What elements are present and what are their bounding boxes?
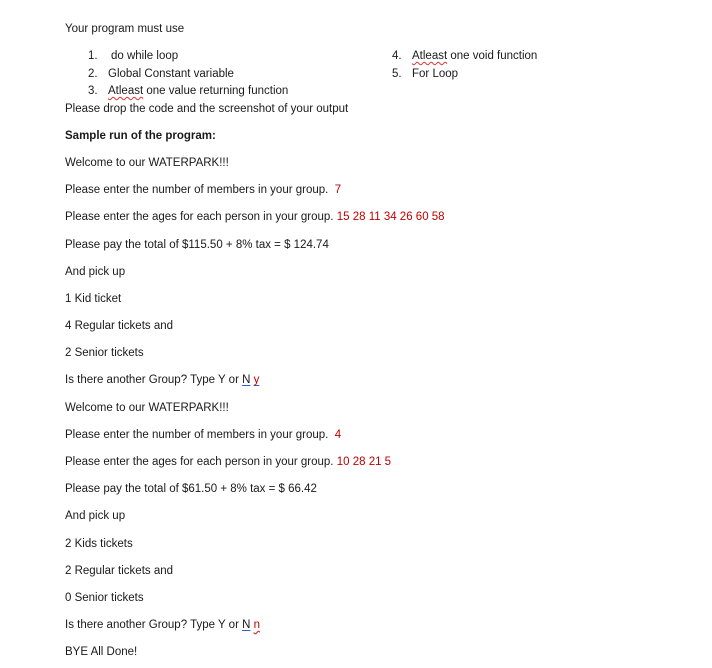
- ages-value: 10 28 21 5: [336, 456, 392, 468]
- requirement-text: do while loop: [111, 50, 179, 62]
- requirement-text: Global Constant variable: [108, 68, 234, 80]
- bye-line: BYE All Done!: [65, 646, 138, 658]
- misspelled-word: Atleast: [108, 85, 144, 97]
- requirement-text: one void function: [447, 50, 538, 62]
- regular-ticket-line: 4 Regular tickets and: [65, 320, 174, 332]
- requirement-number: 1.: [88, 50, 98, 62]
- another-group-prompt: Is there another Group? Type Y or: [65, 619, 243, 631]
- another-group-line: [65, 618, 260, 632]
- another-group-line: [65, 373, 259, 387]
- pickup-line: And pick up: [65, 266, 126, 278]
- requirement-number: 5.: [392, 68, 402, 80]
- members-value: 7: [334, 184, 342, 196]
- welcome-line: Welcome to our WATERPARK!!!: [65, 157, 229, 169]
- requirement-item: [88, 49, 178, 63]
- members-prompt: Please enter the number of members in your group.: [65, 429, 329, 441]
- requirement-item: [88, 67, 234, 81]
- requirement-item: [392, 49, 537, 63]
- instruction-text: Please drop the code and the screenshot of your output: [65, 103, 349, 115]
- n-option: N: [242, 619, 251, 631]
- pickup-line: And pick up: [65, 510, 126, 522]
- answer-value: n: [253, 619, 261, 631]
- senior-ticket-line: 2 Senior tickets: [65, 347, 144, 359]
- ages-value: 15 28 11 34 26 60 58: [336, 211, 445, 223]
- members-value: 4: [334, 429, 342, 441]
- requirement-number: 3.: [88, 85, 98, 97]
- sample-heading: Sample run of the program:: [65, 130, 216, 142]
- another-group-prompt: Is there another Group? Type Y or: [65, 374, 243, 386]
- pay-line: Please pay the total of $115.50 + 8% tax = $ 124.74: [65, 239, 329, 251]
- senior-ticket-line: 0 Senior tickets: [65, 592, 144, 604]
- ages-prompt: Please enter the ages for each person in your group.: [65, 211, 334, 223]
- kid-ticket-line: 1 Kid ticket: [65, 293, 122, 305]
- answer-value: y: [253, 374, 260, 386]
- welcome-line: Welcome to our WATERPARK!!!: [65, 402, 229, 414]
- requirement-item: [392, 67, 458, 81]
- members-line: [65, 183, 341, 197]
- requirement-text: one value returning function: [143, 85, 289, 97]
- intro-text: Your program must use: [65, 23, 185, 35]
- ages-prompt: Please enter the ages for each person in your group.: [65, 456, 334, 468]
- ages-line: [65, 210, 445, 224]
- requirement-number: 4.: [392, 50, 402, 62]
- members-prompt: Please enter the number of members in your group.: [65, 184, 329, 196]
- misspelled-word: Atleast: [412, 50, 448, 62]
- requirement-item: [88, 84, 288, 98]
- pay-line: Please pay the total of $61.50 + 8% tax = $ 66.42: [65, 483, 317, 495]
- requirement-text: For Loop: [412, 68, 459, 80]
- ages-line: [65, 455, 391, 469]
- regular-ticket-line: 2 Regular tickets and: [65, 565, 174, 577]
- requirement-number: 2.: [88, 68, 98, 80]
- kid-ticket-line: 2 Kids tickets: [65, 538, 133, 550]
- members-line: [65, 428, 341, 442]
- n-option: N: [242, 374, 251, 386]
